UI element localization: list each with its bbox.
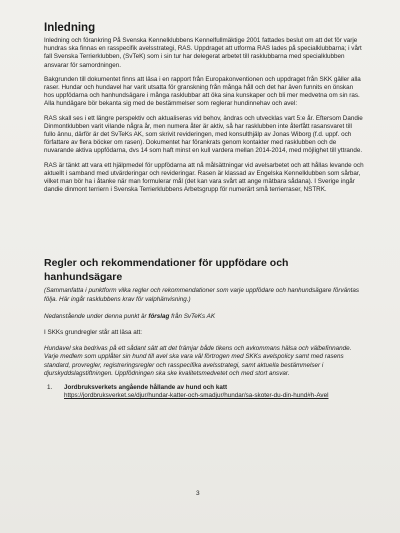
intro-paragraph-3: RAS skall ses i ett längre perspektiv och aktualiseras vid behov, ändras och utvecklas vart 5:e år. Eftersom Dandie Dinmontklubben varit vilande några år, men numera åter är aktiv, så har rasklubben inte återfått rasansvaret till fullo ännu, därför är det SvTeKs AK, som skrivit revideringen, med konsulthjälp av Jonas Wiborg (f.d. uppf. och författare av flera böcker om rasen). Dokumentet har förankrats genom kontakter med rasklubben och de nuvarande aktiva uppfödarna, dvs 14 som haft minst en kull vardera mellan 2014-2014, med möjlighet till yttrande. bbox=[44, 114, 363, 155]
intro-paragraph-2: Bakgrunden till dokumentet finns att läsa i en rapport från Europakonventionen och uppdraget från SKK gäller alla raser. Hundar och hundavel har varit utsatta för granskning från många håll och det har även funnits en önskan hos uppfödarna och hanhundsägare i många rasklubbar att öka sina kunskaper och bli mer medvetna om sin ras. Alla hundägare bör bekanta sig med de bestämmelser som reglerar hundinnehav och avel: bbox=[44, 75, 361, 108]
page-content bbox=[44, 22, 364, 400]
proposal-note bbox=[44, 313, 364, 321]
list-title: Jordbruksverkets angående hållande av hund och katt bbox=[64, 384, 228, 392]
list-item bbox=[44, 384, 364, 400]
rules-heading: Regler och rekommendationer för uppfödare och hanhundsägare bbox=[44, 257, 289, 284]
intro-paragraph-4: RAS är tänkt att vara ett hjälpmedel för uppfödarna att nå målsättningar vid avelsarbetet och att hållas levande och aktuellt i samband med utvärderingar och revideringar. Rasen är klassad av Engelska Kennelklubben som sårbar, vilket man bör ha i åtanke när man formulerar mål (det kan vara svårt att ange mätbara sådana). I Sverige ingår dandie dinmont terriern i Svenska Terrierklubbens Arbetsgrupp för numerärt små terrierraser, NSTRK. bbox=[44, 161, 364, 194]
list-body bbox=[64, 384, 364, 400]
jordbruksverket-link[interactable]: https://jordbruksverket.se/djur/hundar-katter-och-smadjur/hundar/sa-skoter-du-din-hund#h-Avel bbox=[64, 392, 329, 400]
intro-paragraph-1: Inledning och förankring På Svenska Kennelklubbens Kennelfullmäktige 2001 fattades beslut om att det för varje hundras ska finnas en rasspecifik avelsstrategi, RAS. Uppdraget att utforma RAS lades på specialklubbarna; i vårt fall Svenska Terrierklubben, (SvTeK) som i sin tur har delegerat arbetet till rasklubbarna med specialklubben ansvarar för samordningen. bbox=[44, 37, 362, 69]
list-number: 1. bbox=[47, 384, 53, 392]
intro-heading: Inledning bbox=[44, 22, 96, 34]
skk-quote: Hundavel ska bedrivas på ett sådant sätt att det främjar både tikens och avkommans hälsa och välbefinnande. Varje medlem som upplåter sin hund till avel ska vara väl förtrogen med SKKs avelspolicy samt med rasens standard, provregler, registreringsregler och rasspecifika avelsstrategi, samt aktuella bestämmelser i djurskyddslagstiftningen. Uppfödningen ska ske kvalitetsmedvetet och med stort ansvar. bbox=[44, 345, 352, 377]
page-number: 3 bbox=[196, 490, 200, 497]
proposal-prefix: Nedanstående under denna punkt är bbox=[44, 312, 149, 320]
rules-summary: (Sammanfatta i punktform vilka regler och rekommendationer som varje uppfödare och hanhundsägare förväntas följa. Här ingår rasklubbens krav för valphänvisning.) bbox=[44, 287, 360, 303]
basic-rule-text: I SKKs grundregler står att läsa att: bbox=[44, 329, 142, 337]
proposal-suffix: från SvTeKs AK bbox=[169, 312, 216, 320]
proposal-emphasis: förslag bbox=[148, 312, 170, 320]
